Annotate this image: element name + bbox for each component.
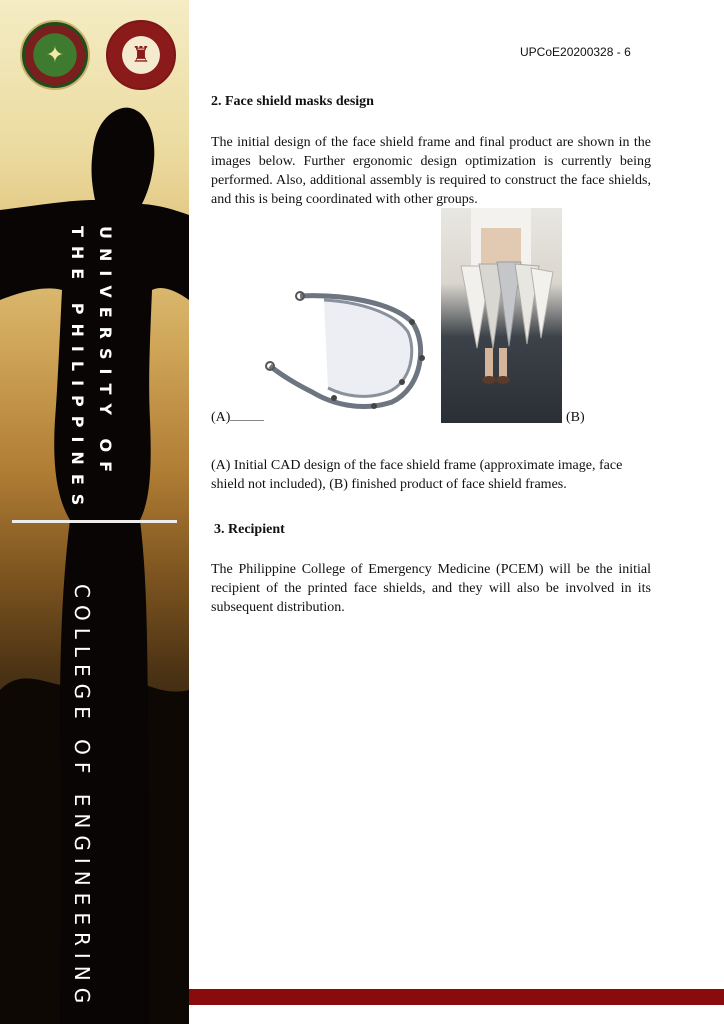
torch-icon: ♜ xyxy=(131,42,151,67)
sun-icon: ✦ xyxy=(45,42,65,67)
figure-caption: (A) Initial CAD design of the face shield frame (approximate image, face shield not included), (B) finished product of face shield frames. xyxy=(211,458,623,492)
figure-a-thumbnail xyxy=(230,420,264,421)
footer-accent-bar xyxy=(189,989,724,1005)
cad-frame-image xyxy=(262,288,430,412)
university-name-line2: THE PHILIPPINES xyxy=(68,226,87,515)
college-name: COLLEGE OF ENGINEERING xyxy=(70,584,94,1011)
section-heading-recipient: 3. Recipient xyxy=(214,522,285,537)
university-name-line1: UNIVERSITY OF xyxy=(96,226,115,482)
section-body-recipient: The Philippine College of Emergency Medicine (PCEM) will be the initial recipient of the printed face shields, and they will also be involved in its subsequent distribution. xyxy=(211,562,651,615)
figure-label-a: (A) xyxy=(211,410,231,425)
up-seal-logo xyxy=(20,20,90,90)
figure-label-b: (B) xyxy=(566,410,585,425)
section-heading-face-shield: 2. Face shield masks design xyxy=(211,94,374,109)
face-shield-frames-photo xyxy=(441,208,562,423)
sidebar-divider xyxy=(12,520,177,523)
coe-seal-logo xyxy=(106,20,176,90)
photo-illustration xyxy=(441,208,562,423)
section-body-face-shield: The initial design of the face shield frame and final product are shown in the images below. Further ergonomic design optimization is currently being performed. Also, additional assembly is required to construct the face shields, and this is being coordinated with other groups. xyxy=(211,135,651,207)
page-code: UPCoE20200328 - 6 xyxy=(520,45,631,59)
oblation-silhouette xyxy=(0,0,189,1024)
sidebar-banner xyxy=(0,0,189,1024)
